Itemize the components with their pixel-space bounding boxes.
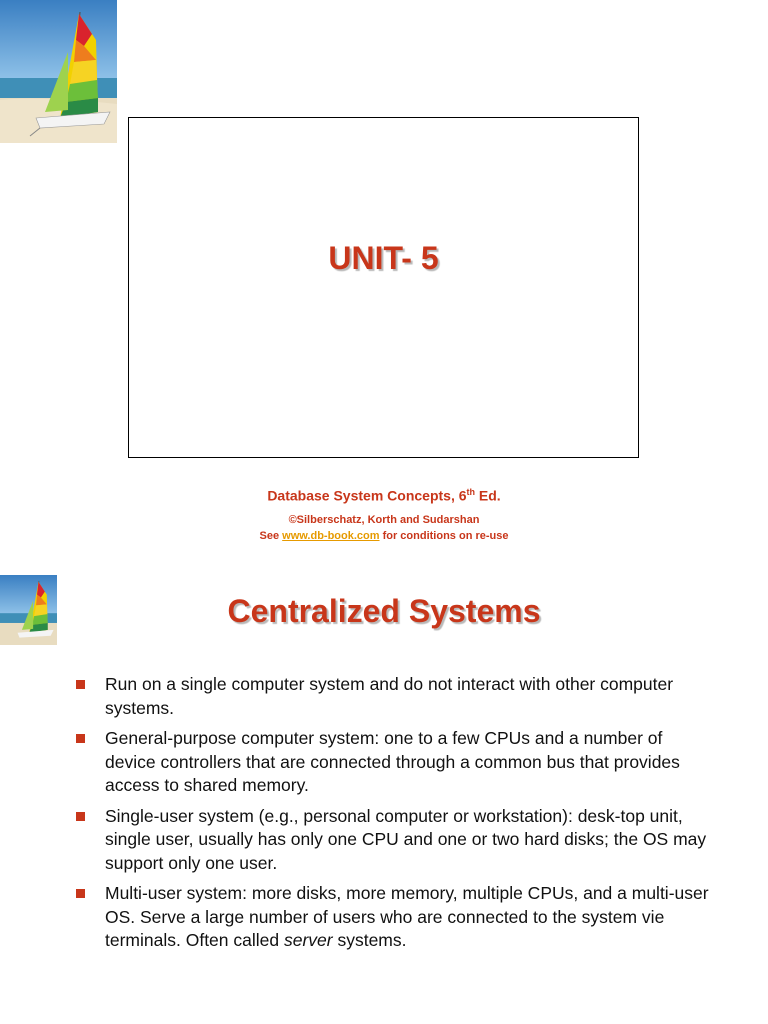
square-bullet-icon <box>76 889 85 898</box>
bullet-text: Run on a single computer system and do not interact with other computer systems. <box>105 674 674 718</box>
bullet-emphasis: server <box>283 930 333 950</box>
title-frame <box>128 117 639 458</box>
square-bullet-icon <box>76 680 85 689</box>
db-book-link[interactable]: www.db-book.com <box>282 530 380 542</box>
reuse-prefix: See <box>259 530 283 542</box>
book-title-main: Database System Concepts, 6 <box>267 487 467 504</box>
copyright-line: ©Silberschatz, Korth and Sudarshan <box>288 514 480 526</box>
bullet-text: Multi-user system: more disks, more memory, multiple CPUs, and a multi-user OS. Serve a large number of users who are connected to the system vie terminals. Often called <box>105 883 709 950</box>
bullet-text-end: systems. <box>332 930 407 950</box>
bullet-list <box>76 673 716 960</box>
book-title <box>0 487 768 504</box>
book-title-end: Ed. <box>475 487 501 504</box>
reuse-line <box>0 530 768 542</box>
square-bullet-icon <box>76 734 85 743</box>
centralized-systems-slide <box>0 575 768 1024</box>
bullet-text: Single-user system (e.g., personal computer or workstation): desk-top unit, single user, usually has only one CPU and one or two hard disks; the OS may support only one user. <box>105 805 707 873</box>
bullet-item <box>76 882 716 953</box>
bullet-item <box>76 805 716 876</box>
slide-title: Centralized Systems <box>227 593 541 629</box>
square-bullet-icon <box>76 812 85 821</box>
bullet-text: General-purpose computer system: one to a few CPUs and a number of device controllers that are connected through a common bus that provides access to shared memory. <box>105 728 680 795</box>
bullet-item <box>76 727 716 798</box>
sailboat-logo-icon <box>0 0 117 143</box>
book-title-edition-sup: th <box>466 487 476 497</box>
unit-title: UNIT- 5 <box>328 240 439 276</box>
bullet-item <box>76 673 716 720</box>
reuse-suffix: for conditions on re-use <box>379 530 509 542</box>
